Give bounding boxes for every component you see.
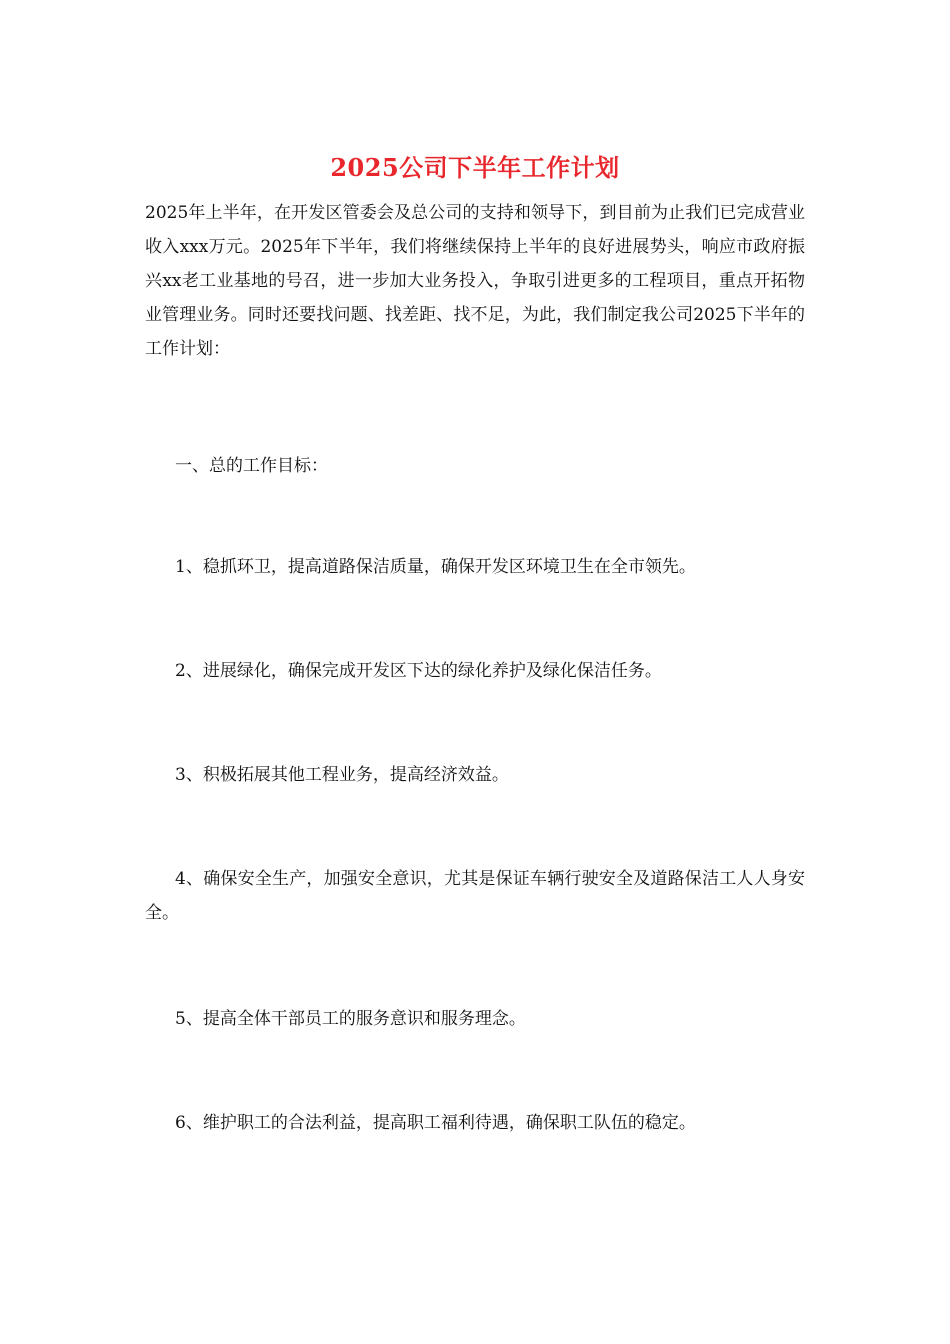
goal-item-1: 1、稳抓环卫，提高道路保洁质量，确保开发区环境卫生在全市领先。 [175, 557, 696, 577]
goal-item-6: 6、维护职工的合法利益，提高职工福利待遇，确保职工队伍的稳定。 [175, 1113, 696, 1133]
document-title: 2025公司下半年工作计划 [330, 153, 620, 182]
goal-item-5: 5、提高全体干部员工的服务意识和服务理念。 [175, 1009, 526, 1029]
goal-item-2: 2、进展绿化，确保完成开发区下达的绿化养护及绿化保洁任务。 [175, 661, 662, 681]
section-heading: 一、总的工作目标： [175, 456, 328, 476]
goal-item-4: 4、确保安全生产，加强安全意识，尤其是保证车辆行驶安全及道路保洁工人人身安全。 [145, 869, 805, 923]
goal-item-3: 3、积极拓展其他工程业务，提高经济效益。 [175, 765, 509, 785]
intro-paragraph: 2025年上半年，在开发区管委会及总公司的支持和领导下，到目前为止我们已完成营业收入xxx万元。2025年下半年，我们将继续保持上半年的良好进展势头，响应市政府振兴xx老工业基地的号召，进一步加大业务投入，争取引进更多的工程项目，重点开拓物业管理业务。同时还要找问题、找差距、找不足，为此，我们制定我公司2025下半年的工作计划： [145, 203, 805, 359]
